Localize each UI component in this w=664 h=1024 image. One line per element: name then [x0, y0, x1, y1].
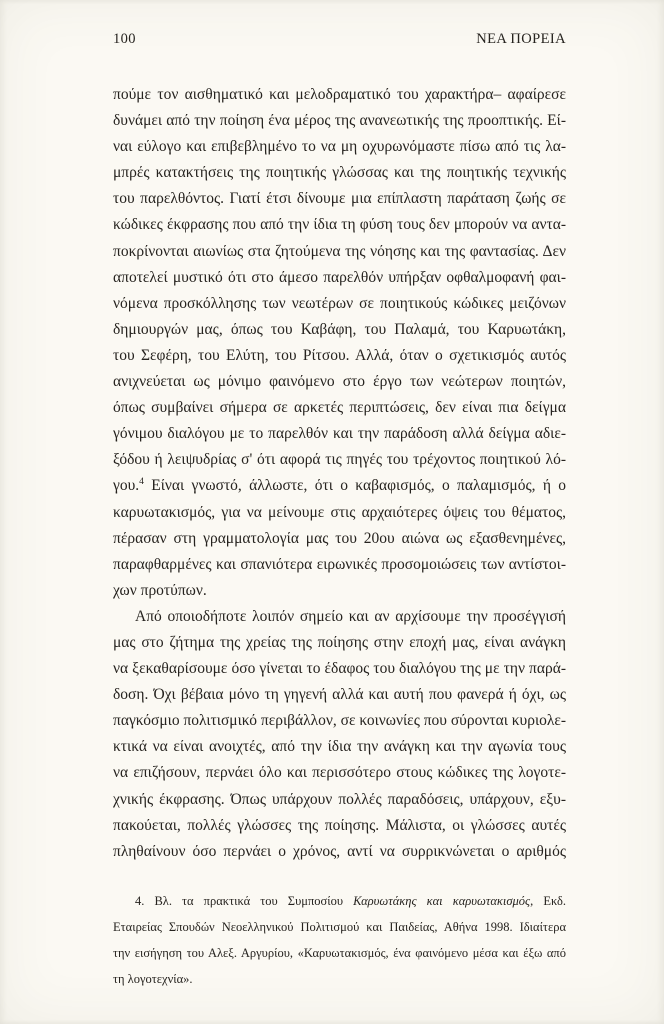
page-header [113, 31, 566, 48]
text-line [113, 914, 566, 940]
text-segment: ναι εύλογο και επιβεβλημένο το να μη οχυρωνόμαστε πίσω από τις λα- [113, 138, 566, 156]
text-line [113, 473, 566, 499]
text-line [113, 447, 566, 473]
text-segment: καρυωτακισμός, για να μείνουμε στις αρχαιότερες όψεις του θέματος, [113, 503, 566, 521]
text-line [113, 317, 566, 343]
text-line [113, 604, 566, 630]
running-title: ΝΕΑ ΠΟΡΕΙΑ [476, 31, 566, 47]
text-segment: Εταιρείας Σπουδών Νεοελληνικού Πολιτισμού και Παιδείας, Αθήνα 1998. Ιδιαίτερα [113, 919, 566, 934]
text-line [113, 578, 566, 604]
text-segment: πέρασαν στη γραμματολογία μας του 20ου αιώνα ως εξασθενημένες, [113, 529, 566, 547]
text-line [113, 839, 566, 865]
text-line [113, 212, 566, 238]
text-segment: όπως συμβαίνει σήμερα σε αρκετές περιπτώσεις, δεν είναι πια δείγμα [113, 399, 566, 417]
text-segment: δημιουργών μας, όπως του Καβάφη, του Παλαμά, του Καρυωτάκη, [113, 320, 566, 338]
text-line [113, 343, 566, 369]
text-line [113, 186, 566, 212]
text-line [113, 108, 566, 134]
text-line [113, 421, 566, 447]
page-content [113, 31, 566, 992]
text-line [113, 888, 566, 914]
text-line [113, 552, 566, 578]
text-line [113, 526, 566, 552]
text-segment: ποκρίνονται αιωνίως στα ζητούμενα της νόησης και της φαντασίας. Δεν [113, 242, 566, 260]
text-segment: την εισήγηση του Αλεξ. Αργυρίου, «Καρυωτακισμός, ένα φαινόμενο μέσα και έξω από [113, 945, 566, 960]
text-line [113, 682, 566, 708]
text-line [113, 82, 566, 108]
text-segment: κώδικες έκφρασης που από την ίδια τη φύση τους δεν μπορούν να αντα- [113, 216, 566, 234]
text-line [113, 395, 566, 421]
text-segment: μας στο ζήτημα της χρείας της ποίησης στην εποχή μας, είναι ανάγκη [113, 633, 566, 651]
text-segment: μπρές κατακτήσεις της ποιητικής γλώσσας και της ποιητικής τεχνικής [113, 164, 566, 182]
text-segment: να επιζήσουν, περνάει όλο και περισσότερο στους κώδικες της λογοτε- [113, 764, 566, 782]
text-segment: κτικά να είναι ανοιχτές, από την ίδια την ανάγκη και την αγωνία τους [113, 738, 566, 756]
text-line [113, 500, 566, 526]
text-segment: να ξεκαθαρίσουμε όσο γίνεται το έδαφος του διαλόγου της με την παρά- [113, 660, 566, 678]
text-line [113, 265, 566, 291]
text-segment: ξόδου ή λειψυδρίας σ' ότι αφορά τις πηγές του τρέχοντος ποιητικού λό- [113, 451, 566, 469]
text-segment: παραφθαρμένες και σπανιότερα ειρωνικές προσομοιώσεις των αντίστοι- [113, 555, 566, 573]
text-line [113, 734, 566, 760]
text-line [113, 940, 566, 966]
text-line [113, 160, 566, 186]
text-line [113, 656, 566, 682]
text-line [113, 813, 566, 839]
text-segment: νόμενα προσκόλλησης των νεωτέρων σε ποιητικούς κώδικες μειζόνων [113, 294, 566, 312]
text-line [113, 291, 566, 317]
text-segment: τη λογοτεχνία». [113, 971, 193, 986]
text-segment: 4. Βλ. τα πρακτικά του Συμποσίου [135, 893, 354, 908]
italic-text: Καρυωτάκης και καρυωτακισμός [353, 893, 531, 908]
text-segment: δοση. Όχι βέβαια μόνο τη γηγενή αλλά και αυτή που φανερά ή όχι, ως [113, 686, 566, 704]
text-line [113, 708, 566, 734]
footnote-ref: 4 [139, 476, 144, 488]
text-line [113, 760, 566, 786]
text-segment: Από οποιοδήποτε λοιπόν σημείο και αν αρχίσουμε την προσέγγισή [135, 607, 566, 625]
text-line [113, 966, 566, 992]
text-segment: χων προτύπων. [113, 581, 207, 599]
text-segment: πακούεται, πολλές γλώσσες της ποίησης. Μάλιστα, οι γλώσσες αυτές [113, 816, 566, 834]
text-line [113, 239, 566, 265]
text-segment: πληθαίνουν όσο περνάει ο χρόνος, αντί να συρρικνώνεται ο αριθμός [113, 842, 566, 860]
text-line [113, 369, 566, 395]
footnote [113, 888, 566, 992]
text-segment: χνικής έκφρασης. Όπως υπάρχουν πολλές παραδόσεις, υπάρχουν, εξυ- [113, 790, 566, 808]
text-segment: ανιχνεύεται ως μόνιμο φαινόμενο στο έργο των νεώτερων ποιητών, [113, 373, 566, 391]
text-segment: δυνάμει από την ποίηση ένα μέρος της ανανεωτικής της προοπτικής. Εί- [113, 112, 566, 130]
text-segment: Είναι γνωστό, άλλωστε, ότι ο καβαφισμός, ο παλαμισμός, ή ο [143, 477, 566, 495]
body-text [113, 82, 566, 865]
text-segment: αποτελεί μυστικό ότι στο άμεσο παρελθόν υπήρξαν οφθαλμοφανή φαι- [113, 268, 566, 286]
text-segment: του Σεφέρη, του Ελύτη, του Ρίτσου. Αλλά, όταν ο σχετικισμός αυτός [113, 346, 566, 364]
text-segment: πούμε τον αισθηματικό και μελοδραματικό του χαρακτήρα– αφαίρεσε [113, 86, 566, 103]
page-number: 100 [113, 31, 136, 47]
text-line [113, 787, 566, 813]
text-segment: του παρελθόντος. Γιατί έτσι δίνουμε μια επίπλαστη παράταση ζωής σε [113, 190, 566, 208]
text-line [113, 134, 566, 160]
text-segment: γόνιμου διαλόγου με το παρελθόν και την παράδοση αλλά δείγμα αδιε- [113, 425, 566, 443]
text-line [113, 630, 566, 656]
text-segment: , Εκδ. [530, 893, 566, 908]
text-segment: παγκόσμιο πολιτισμικό περιβάλλον, σε κοινωνίες που σύρονται κυριολε- [113, 712, 566, 730]
text-segment: γου. [113, 477, 140, 495]
